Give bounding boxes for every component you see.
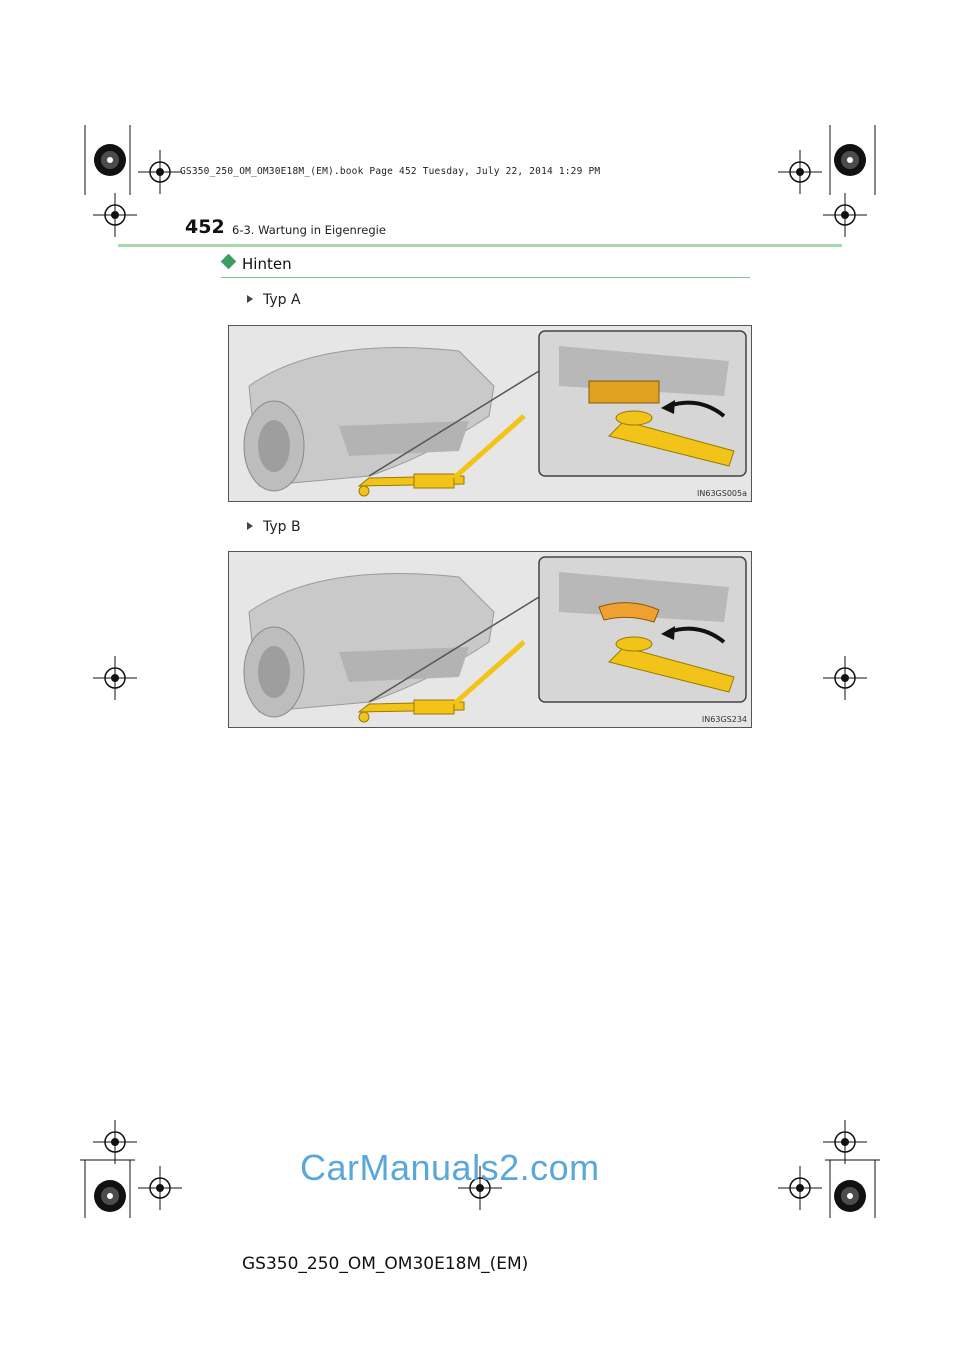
jack-illustration <box>229 326 751 501</box>
figure-typ-a <box>228 325 752 502</box>
figure-code: IN63GS005a <box>697 489 747 498</box>
jack-illustration <box>229 552 751 727</box>
figure-code: IN63GS234 <box>701 715 747 724</box>
print-info: GS350_250_OM_OM30E18M_(EM).book Page 452 Tuesday, July 22, 2014 1:29 PM <box>180 166 601 177</box>
running-head: 6-3. Wartung in Eigenregie <box>232 223 386 237</box>
subheading-label: Typ B <box>263 519 301 535</box>
footer-doc-code: GS350_250_OM_OM30E18M_(EM) <box>242 1254 529 1274</box>
subheading-typ-b <box>247 519 301 535</box>
header-rule <box>118 244 842 247</box>
triangle-bullet-icon <box>247 295 253 303</box>
subheading-typ-a <box>247 292 301 308</box>
diamond-icon <box>221 254 237 270</box>
section-heading <box>221 254 292 273</box>
section-title: Hinten <box>242 255 292 273</box>
figure-typ-b <box>228 551 752 728</box>
triangle-bullet-icon <box>247 522 253 530</box>
page-number: 452 <box>185 216 225 238</box>
section-rule <box>221 277 750 278</box>
watermark: CarManuals2.com <box>300 1147 600 1188</box>
subheading-label: Typ A <box>263 292 301 308</box>
